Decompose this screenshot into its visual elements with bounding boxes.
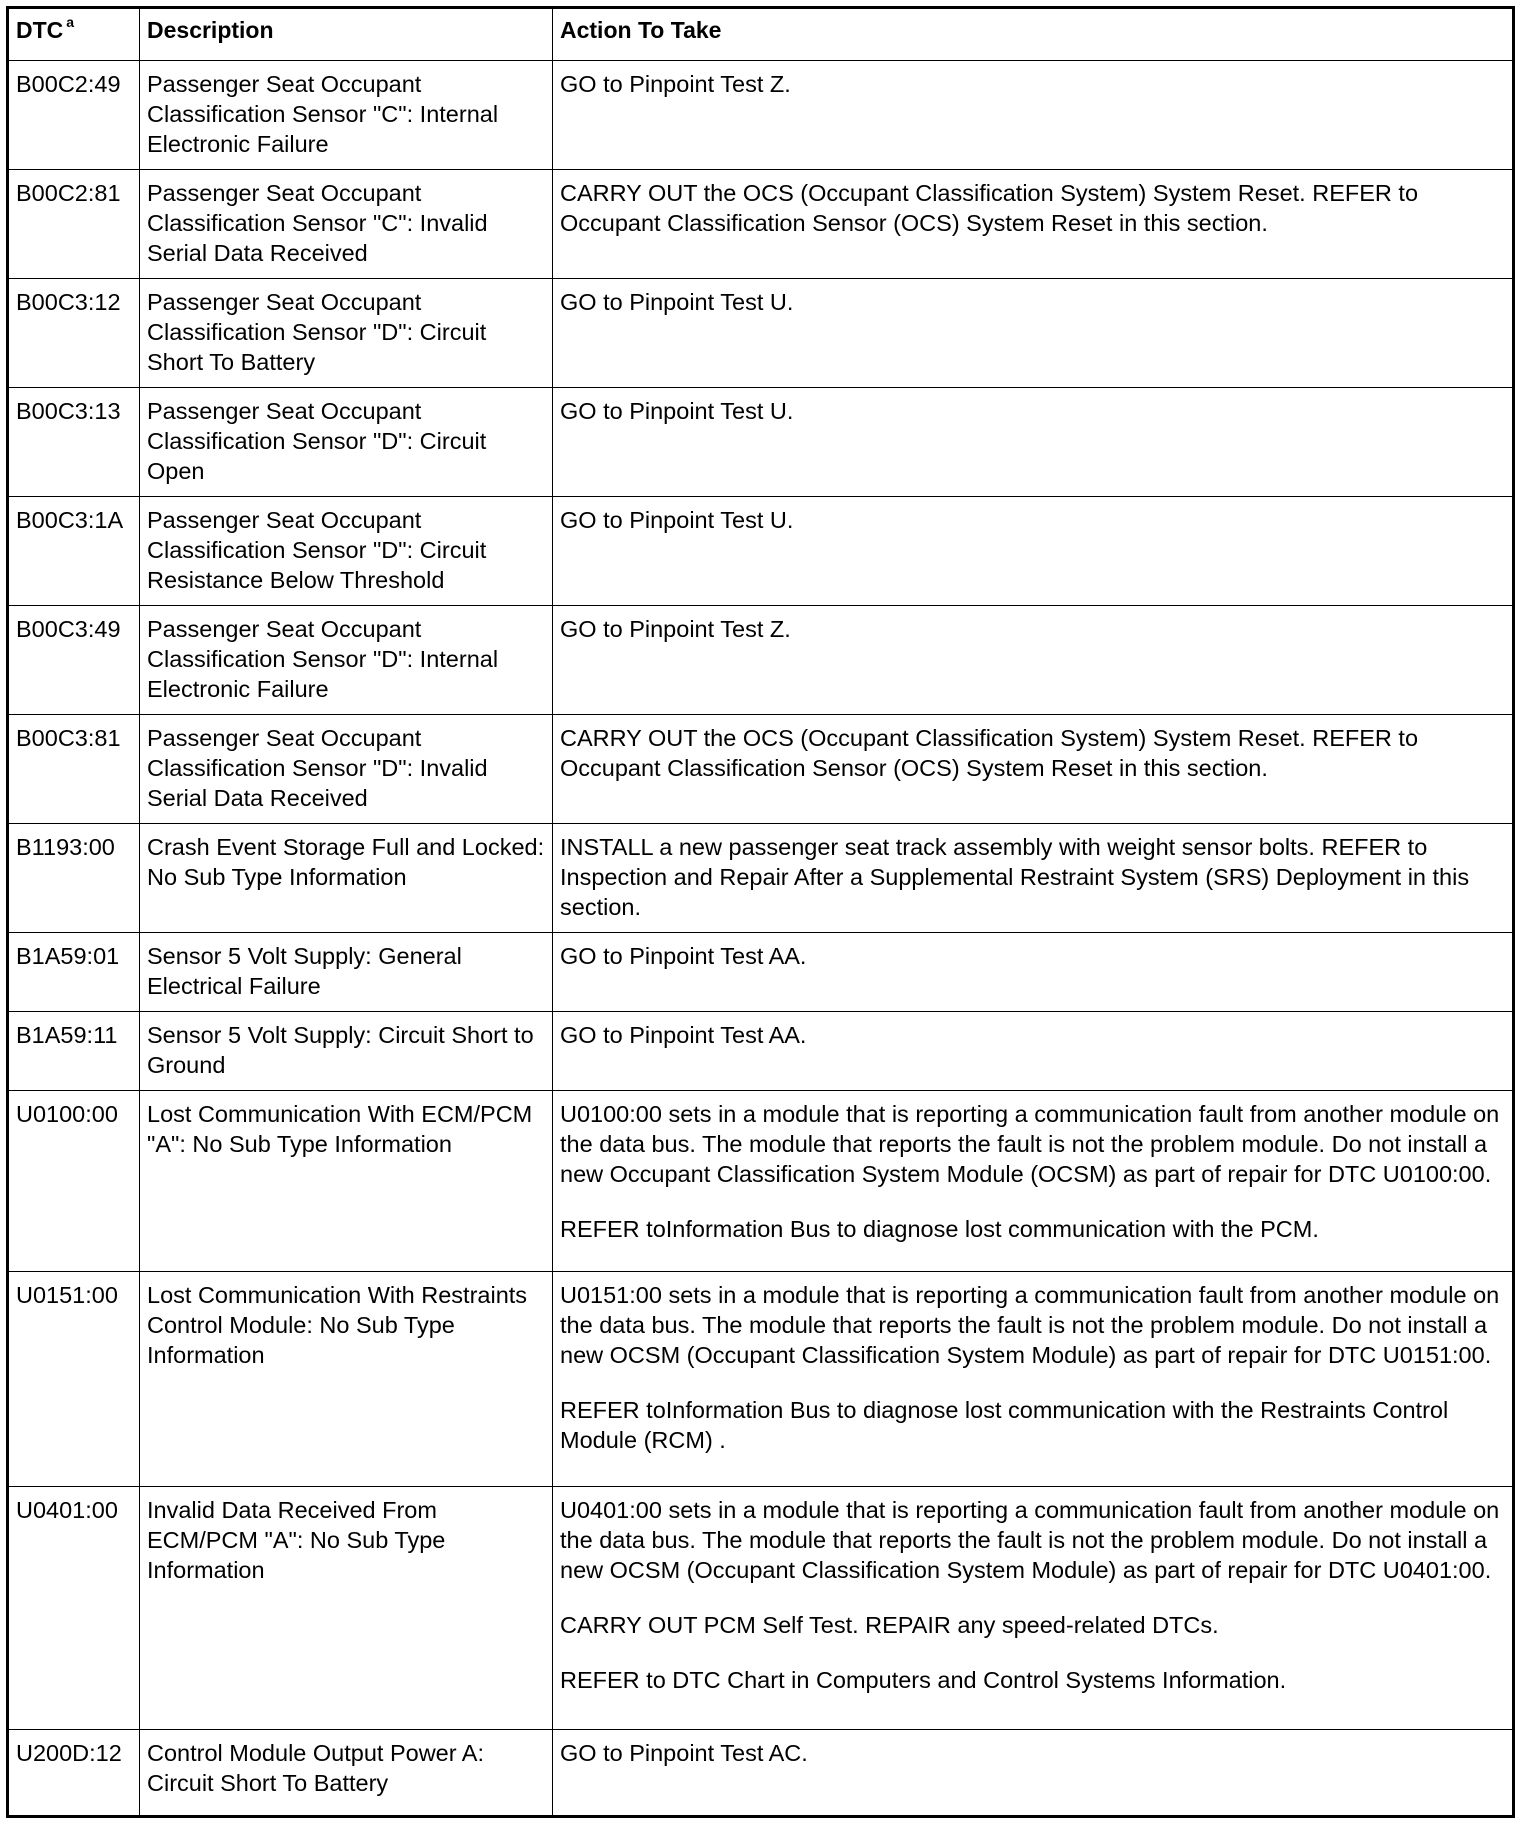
dtc-code-cell: U0151:00: [8, 1272, 140, 1487]
dtc-code-cell: B1A59:11: [8, 1012, 140, 1091]
description-cell: Sensor 5 Volt Supply: General Electrical Failure: [140, 933, 553, 1012]
action-cell: [553, 388, 1514, 497]
table-row: [8, 388, 1514, 497]
description-cell: Passenger Seat Occupant Classification Sensor "D": Circuit Open: [140, 388, 553, 497]
description-cell: Passenger Seat Occupant Classification Sensor "D": Internal Electronic Failure: [140, 606, 553, 715]
action-paragraph: REFER toInformation Bus to diagnose lost communication with the Restraints Control Module (RCM) .: [560, 1397, 1449, 1454]
header-description: Description: [140, 8, 553, 61]
header-dtc-label: DTC: [16, 17, 64, 43]
action-cell: [553, 1091, 1514, 1272]
description-cell: Passenger Seat Occupant Classification Sensor "D": Circuit Short To Battery: [140, 279, 553, 388]
dtc-code-cell: B1193:00: [8, 824, 140, 933]
table-row: [8, 170, 1514, 279]
dtc-code-cell: B00C3:1A: [8, 497, 140, 606]
action-cell: [553, 1729, 1514, 1816]
dtc-code-cell: U0401:00: [8, 1486, 140, 1729]
description-cell: Lost Communication With Restraints Control Module: No Sub Type Information: [140, 1272, 553, 1487]
dtc-code-cell: B00C2:81: [8, 170, 140, 279]
action-cell: [553, 933, 1514, 1012]
table-body: [8, 61, 1514, 1817]
action-cell: [553, 606, 1514, 715]
table-row: [8, 1272, 1514, 1487]
description-cell: Invalid Data Received From ECM/PCM "A": No Sub Type Information: [140, 1486, 553, 1729]
dtc-code-cell: B1A59:01: [8, 933, 140, 1012]
dtc-table: [6, 6, 1515, 1818]
table-row: [8, 61, 1514, 170]
table-row: [8, 715, 1514, 824]
action-paragraph: CARRY OUT the OCS (Occupant Classification System) System Reset. REFER to Occupant Classification Sensor (OCS) System Reset in this section.: [560, 180, 1419, 236]
description-cell: Lost Communication With ECM/PCM "A": No Sub Type Information: [140, 1091, 553, 1272]
action-paragraph: GO to Pinpoint Test AC.: [560, 1739, 808, 1766]
table-row: [8, 933, 1514, 1012]
dtc-code-cell: U0100:00: [8, 1091, 140, 1272]
action-paragraph: CARRY OUT the OCS (Occupant Classification System) System Reset. REFER to Occupant Classification Sensor (OCS) System Reset in this section.: [560, 725, 1419, 781]
action-paragraph: REFER toInformation Bus to diagnose lost communication with the PCM.: [560, 1216, 1319, 1242]
table-row: [8, 1486, 1514, 1729]
action-paragraph: GO to Pinpoint Test AA.: [560, 943, 807, 969]
action-cell: [553, 1272, 1514, 1487]
action-paragraph: GO to Pinpoint Test AA.: [560, 1022, 807, 1048]
action-cell: [553, 1012, 1514, 1091]
dtc-code-cell: B00C3:13: [8, 388, 140, 497]
description-cell: Crash Event Storage Full and Locked: No Sub Type Information: [140, 824, 553, 933]
dtc-code-cell: U200D:12: [8, 1729, 140, 1816]
action-paragraph: U0401:00 sets in a module that is reporting a communication fault from another module on the data bus. The module that reports the fault is not the problem module. Do not install a new OCSM (Occupant Classification System Module) as part of repair for DTC U0401:00.: [560, 1496, 1500, 1583]
footnote-marker: a: [66, 14, 75, 31]
action-cell: [553, 61, 1514, 170]
action-paragraph: GO to Pinpoint Test Z.: [560, 616, 791, 642]
description-cell: Passenger Seat Occupant Classification Sensor "C": Invalid Serial Data Received: [140, 170, 553, 279]
action-paragraph: INSTALL a new passenger seat track assembly with weight sensor bolts. REFER to Inspection and Repair After a Supplemental Restraint System (SRS) Deployment in this section.: [560, 834, 1470, 920]
table-row: [8, 824, 1514, 933]
action-paragraph: GO to Pinpoint Test U.: [560, 289, 794, 315]
action-cell: [553, 824, 1514, 933]
action-cell: [553, 1486, 1514, 1729]
header-action: Action To Take: [553, 8, 1514, 61]
action-paragraph: GO to Pinpoint Test Z.: [560, 71, 791, 97]
description-cell: Passenger Seat Occupant Classification Sensor "D": Invalid Serial Data Received: [140, 715, 553, 824]
table-row: [8, 606, 1514, 715]
action-cell: [553, 279, 1514, 388]
action-paragraph: GO to Pinpoint Test U.: [560, 507, 794, 533]
action-cell: [553, 497, 1514, 606]
action-paragraph: U0100:00 sets in a module that is reporting a communication fault from another module on the data bus. The module that reports the fault is not the problem module. Do not install a new Occupant Classification System Module (OCSM) as part of repair for DTC U0100:00.: [560, 1101, 1500, 1187]
action-cell: [553, 170, 1514, 279]
action-cell: [553, 715, 1514, 824]
table-row: [8, 1729, 1514, 1816]
description-cell: Control Module Output Power A: Circuit Short To Battery: [140, 1729, 553, 1816]
dtc-code-cell: B00C3:49: [8, 606, 140, 715]
header-dtc: [8, 8, 140, 61]
description-cell: Sensor 5 Volt Supply: Circuit Short to Ground: [140, 1012, 553, 1091]
table-row: [8, 497, 1514, 606]
action-paragraph: U0151:00 sets in a module that is reporting a communication fault from another module on the data bus. The module that reports the fault is not the problem module. Do not install a new OCSM (Occupant Classification System Module) as part of repair for DTC U0151:00.: [560, 1282, 1500, 1369]
dtc-code-cell: B00C3:12: [8, 279, 140, 388]
table-header: [8, 8, 1514, 61]
action-paragraph: REFER to DTC Chart in Computers and Control Systems Information.: [560, 1666, 1287, 1693]
dtc-code-cell: B00C2:49: [8, 61, 140, 170]
action-paragraph: GO to Pinpoint Test U.: [560, 398, 794, 424]
description-cell: Passenger Seat Occupant Classification Sensor "D": Circuit Resistance Below Threshold: [140, 497, 553, 606]
description-cell: Passenger Seat Occupant Classification Sensor "C": Internal Electronic Failure: [140, 61, 553, 170]
header-row: [8, 8, 1514, 61]
dtc-code-cell: B00C3:81: [8, 715, 140, 824]
table-row: [8, 1012, 1514, 1091]
table-row: [8, 1091, 1514, 1272]
table-row: [8, 279, 1514, 388]
action-paragraph: CARRY OUT PCM Self Test. REPAIR any speed-related DTCs.: [560, 1611, 1219, 1638]
